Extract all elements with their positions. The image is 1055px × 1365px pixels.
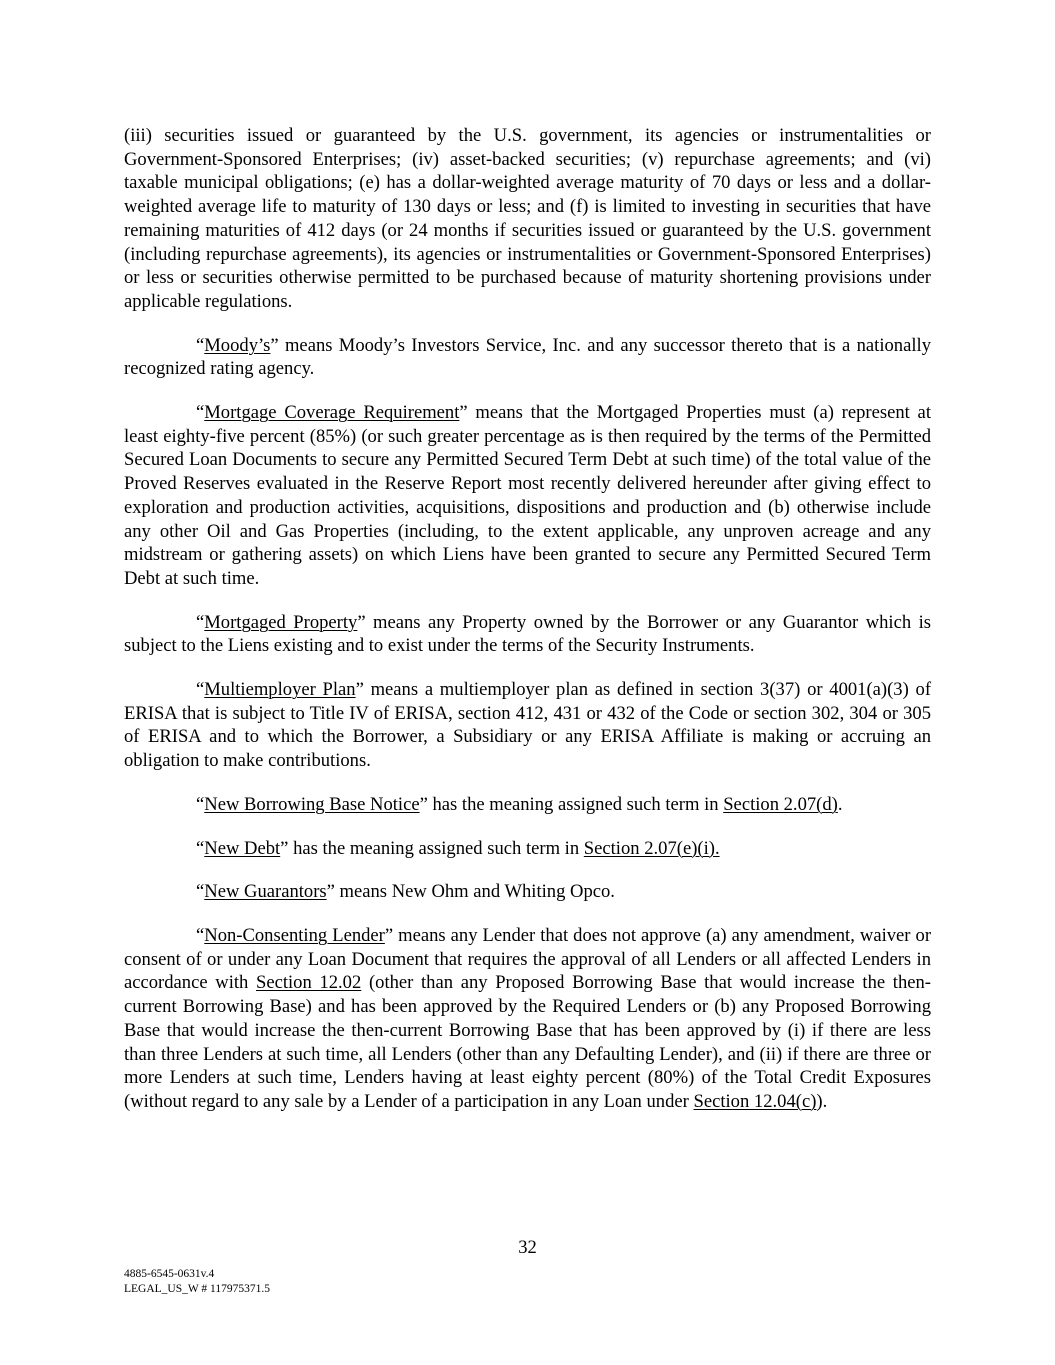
- defined-term: Mortgaged Property: [204, 611, 358, 633]
- text-segment: “: [196, 402, 205, 424]
- section-reference: Section 2.07(d): [723, 793, 838, 815]
- text-segment: ” means that the Mortgaged Properties must (a) represent at least eighty-five percent (85%) (or such greater percentage as is then required by the terms of the Permitted Secured Loan Documents to secure any Permitted Secured Term Debt at such time) of the total value of the Proved Reserves evaluated in the Reserve Report most recently delivered hereunder after giving effect to exploration and production activities, acquisitions, dispositions and production and (b) otherwise include any other Oil and Gas Properties (including, to the extent applicable, any unproven acreage and any midstream or gathering assets) on which Liens have been granted to secure any Permitted Secured Term Debt at such time.: [124, 402, 931, 589]
- text-segment: (iii) securities issued or guaranteed by the U.S. government, its agencies or instrumentalities or Government-Sponsored Enterprises; (iv) asset-backed securities; (v) repurchase agreements; and (vi) taxable municipal obligations; (e) has a dollar-weighted average maturity of 70 days or less and a dollar-weighted average life to maturity of 130 days or less; and (f) is limited to investing in securities that have remaining maturities of 412 days (or 24 months if securities issued or guaranteed by the U.S. government (including repurchase agreements), its agencies or instrumentalities or Government-Sponsored Enterprises) or less or securities otherwise permitted to be purchased because of maturity shortening provisions under applicable regulations.: [124, 125, 931, 312]
- text-segment: ” means any Lender that does not approve (a) any amendment, waiver or consent of or under any Loan Document that requires the approval of all Lenders or all affected Lenders in accordance with: [124, 924, 932, 994]
- section-reference: Section 2.07(e)(i).: [583, 837, 720, 859]
- text-segment: “: [196, 793, 205, 815]
- defined-term: New Debt: [204, 837, 281, 859]
- definition-new-guarantors: [124, 880, 931, 904]
- text-segment: “: [196, 924, 205, 946]
- defined-term: New Guarantors: [204, 881, 327, 903]
- definition-mortgage-coverage-requirement: [124, 401, 931, 591]
- text-segment: ” means Moody’s Investors Service, Inc. and any successor thereto that is a nationally recognized rating agency.: [124, 334, 931, 380]
- definition-new-borrowing-base-notice: [124, 793, 931, 817]
- footer-legal-id: LEGAL_US_W # 117975371.5: [124, 1283, 270, 1295]
- defined-term: Moody’s: [204, 334, 271, 356]
- text-segment: (other than any Proposed Borrowing Base that would increase the then-current Borrowing Base) and has been approved by the Required Lenders or (b) any Proposed Borrowing Base that would increase the then-current Borrowing Base that has been approved by (i) if there are less than three Lenders at such time, all Lenders (other than any Defaulting Lender), and (ii) if there are three or more Lenders at such time, Lenders having at least eighty percent (80%) of the Total Credit Exposures (without regard to any sale by a Lender of a participation in any Loan under: [124, 972, 931, 1112]
- defined-term: Multiemployer Plan: [204, 679, 356, 701]
- definition-moodys: [124, 334, 931, 381]
- text-segment: “: [196, 611, 205, 633]
- defined-term: Mortgage Coverage Requirement: [204, 402, 460, 424]
- definition-non-consenting-lender: [124, 924, 931, 1114]
- defined-term: New Borrowing Base Notice: [204, 793, 420, 815]
- text-segment: “: [196, 837, 205, 859]
- footer-doc-id: 4885-6545-0631v.4: [124, 1268, 215, 1280]
- paragraph-continuation: [124, 124, 931, 314]
- text-segment: “: [196, 679, 205, 701]
- text-segment: “: [196, 334, 205, 356]
- text-segment: “: [196, 881, 205, 903]
- text-segment: ” has the meaning assigned such term in: [419, 793, 724, 815]
- definition-multiemployer-plan: [124, 678, 931, 773]
- body-text: [124, 124, 931, 1134]
- text-segment: ” means New Ohm and Whiting Opco.: [326, 881, 615, 903]
- text-segment: ).: [816, 1090, 828, 1112]
- text-segment: .: [837, 793, 843, 815]
- section-reference: Section 12.02: [256, 972, 362, 994]
- page-number: 32: [518, 1237, 537, 1258]
- text-segment: ” has the meaning assigned such term in: [280, 837, 584, 859]
- definition-new-debt: [124, 837, 931, 861]
- footer-document-ids: [124, 1267, 270, 1297]
- section-reference: Section 12.04(c): [693, 1090, 817, 1112]
- text-segment: ” means any Property owned by the Borrower or any Guarantor which is subject to the Liens existing and to exist under the terms of the Security Instruments.: [124, 611, 931, 657]
- defined-term: Non-Consenting Lender: [204, 924, 385, 946]
- definition-mortgaged-property: [124, 611, 931, 658]
- text-segment: ” means a multiemployer plan as defined in section 3(37) or 4001(a)(3) of ERISA that is subject to Title IV of ERISA, section 412, 431 or 432 of the Code or section 302, 304 or 305 of ERISA and to which the Borrower, a Subsidiary or any ERISA Affiliate is making or accruing an obligation to make contributions.: [124, 679, 932, 772]
